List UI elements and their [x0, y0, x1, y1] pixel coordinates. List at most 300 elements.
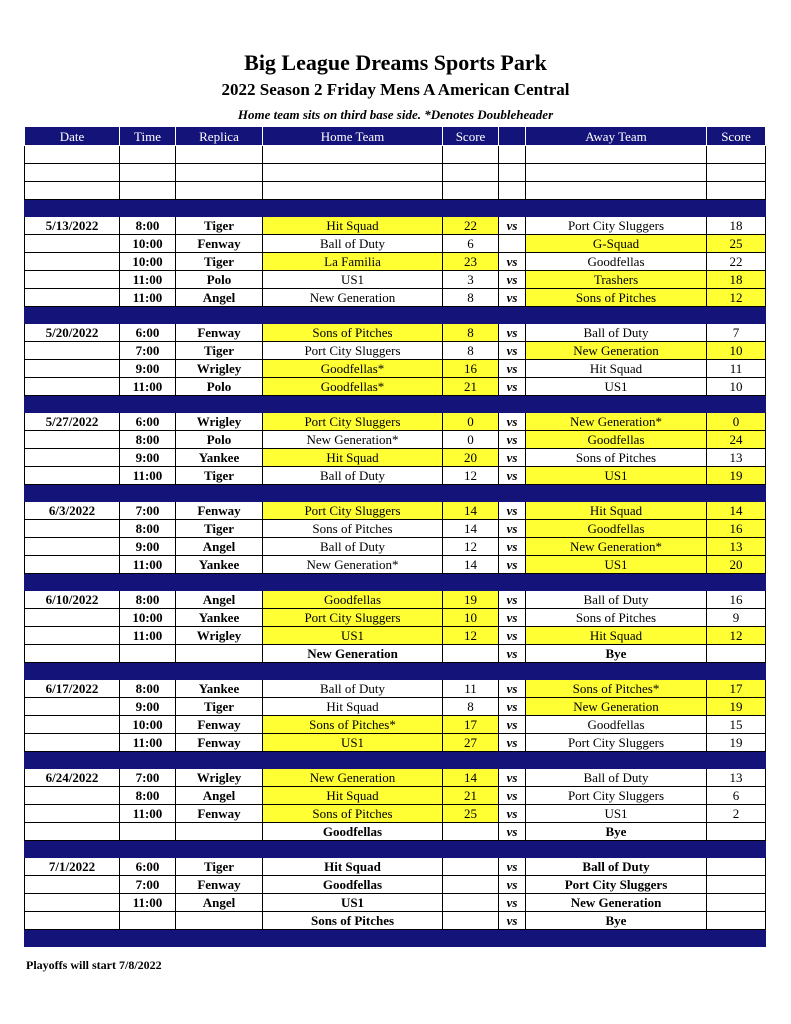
away-score-cell: 13 — [707, 769, 766, 787]
away-team-cell: New Generation — [526, 698, 707, 716]
away-score-cell: 16 — [707, 591, 766, 609]
home-team-cell — [263, 146, 443, 164]
vs-cell: vs — [499, 876, 526, 894]
home-team-cell: New Generation — [263, 289, 443, 307]
home-team-cell: Goodfellas — [263, 823, 443, 841]
home-team-cell: US1 — [263, 627, 443, 645]
table-row — [25, 609, 766, 627]
home-score-cell: 14 — [443, 769, 499, 787]
home-score-cell: 14 — [443, 502, 499, 520]
date-cell: 5/13/2022 — [25, 217, 120, 235]
home-score-cell: 21 — [443, 378, 499, 396]
home-score-cell: 11 — [443, 680, 499, 698]
replica-cell: Wrigley — [176, 769, 263, 787]
table-row — [25, 217, 766, 235]
vs-cell: vs — [499, 698, 526, 716]
home-team-cell: Port City Sluggers — [263, 342, 443, 360]
home-team-cell: Goodfellas — [263, 876, 443, 894]
date-cell — [25, 627, 120, 645]
away-team-cell: US1 — [526, 805, 707, 823]
home-team-cell: New Generation* — [263, 556, 443, 574]
away-team-cell: Goodfellas — [526, 716, 707, 734]
time-cell: 6:00 — [120, 413, 176, 431]
page-subtitle: 2022 Season 2 Friday Mens A American Central — [221, 80, 570, 99]
away-score-cell — [707, 146, 766, 164]
time-cell: 10:00 — [120, 253, 176, 271]
time-cell: 8:00 — [120, 217, 176, 235]
home-team-cell: Hit Squad — [263, 449, 443, 467]
away-team-cell: New Generation* — [526, 413, 707, 431]
away-team-cell: Port City Sluggers — [526, 734, 707, 752]
separator-bar — [25, 574, 766, 591]
replica-cell: Angel — [176, 538, 263, 556]
away-score-cell: 10 — [707, 378, 766, 396]
away-score-cell: 7 — [707, 324, 766, 342]
home-score-cell: 12 — [443, 538, 499, 556]
home-score-cell: 25 — [443, 805, 499, 823]
date-cell — [25, 289, 120, 307]
date-cell — [25, 645, 120, 663]
time-cell: 11:00 — [120, 627, 176, 645]
vs-cell: vs — [499, 680, 526, 698]
home-team-cell: Sons of Pitches — [263, 324, 443, 342]
replica-cell: Angel — [176, 894, 263, 912]
away-team-cell: Port City Sluggers — [526, 787, 707, 805]
home-team-cell: Hit Squad — [263, 217, 443, 235]
away-score-cell: 0 — [707, 413, 766, 431]
date-cell — [25, 734, 120, 752]
date-cell — [25, 912, 120, 930]
away-score-cell: 20 — [707, 556, 766, 574]
date-cell — [25, 698, 120, 716]
date-cell — [25, 378, 120, 396]
home-team-cell: Hit Squad — [263, 858, 443, 876]
home-score-cell: 6 — [443, 235, 499, 253]
date-cell — [25, 146, 120, 164]
time-cell: 10:00 — [120, 609, 176, 627]
date-cell — [25, 894, 120, 912]
away-team-cell: Ball of Duty — [526, 769, 707, 787]
vs-cell: vs — [499, 823, 526, 841]
date-cell: 5/20/2022 — [25, 324, 120, 342]
time-cell: 11:00 — [120, 378, 176, 396]
home-score-cell — [443, 894, 499, 912]
separator-bar — [25, 841, 766, 858]
home-team-cell: US1 — [263, 734, 443, 752]
away-score-cell — [707, 912, 766, 930]
replica-cell: Fenway — [176, 716, 263, 734]
vs-cell: vs — [499, 467, 526, 485]
time-cell: 6:00 — [120, 858, 176, 876]
replica-cell: Angel — [176, 591, 263, 609]
home-team-cell: US1 — [263, 271, 443, 289]
time-cell: 10:00 — [120, 716, 176, 734]
replica-cell: Fenway — [176, 876, 263, 894]
home-score-cell: 8 — [443, 289, 499, 307]
week-separator — [25, 574, 766, 591]
away-score-cell — [707, 876, 766, 894]
date-cell — [25, 253, 120, 271]
replica-cell: Angel — [176, 787, 263, 805]
home-score-cell — [443, 912, 499, 930]
home-score-cell — [443, 823, 499, 841]
time-cell: 8:00 — [120, 591, 176, 609]
away-team-cell: Port City Sluggers — [526, 217, 707, 235]
separator-bar — [25, 663, 766, 680]
week-separator — [25, 663, 766, 680]
replica-cell: Polo — [176, 378, 263, 396]
date-cell — [25, 449, 120, 467]
column-header-vs — [499, 127, 526, 146]
column-header-home-score: Score — [443, 127, 499, 146]
away-score-cell: 15 — [707, 716, 766, 734]
home-team-cell: Sons of Pitches — [263, 520, 443, 538]
replica-cell: Fenway — [176, 324, 263, 342]
time-cell: 11:00 — [120, 805, 176, 823]
replica-cell: Polo — [176, 431, 263, 449]
away-score-cell: 16 — [707, 520, 766, 538]
date-cell: 6/10/2022 — [25, 591, 120, 609]
away-team-cell: Trashers — [526, 271, 707, 289]
replica-cell: Polo — [176, 271, 263, 289]
home-team-cell: Hit Squad — [263, 787, 443, 805]
separator-bar — [25, 200, 766, 217]
time-cell: 11:00 — [120, 556, 176, 574]
home-team-cell: New Generation — [263, 645, 443, 663]
home-score-cell — [443, 858, 499, 876]
table-row — [25, 378, 766, 396]
home-score-cell: 27 — [443, 734, 499, 752]
replica-cell: Tiger — [176, 253, 263, 271]
separator-bar — [25, 485, 766, 502]
away-score-cell: 18 — [707, 217, 766, 235]
vs-cell: vs — [499, 271, 526, 289]
replica-cell: Yankee — [176, 680, 263, 698]
vs-cell: vs — [499, 217, 526, 235]
date-cell: 6/24/2022 — [25, 769, 120, 787]
separator-bar — [25, 752, 766, 769]
away-score-cell: 12 — [707, 289, 766, 307]
replica-cell: Wrigley — [176, 413, 263, 431]
away-score-cell: 17 — [707, 680, 766, 698]
week-separator — [25, 752, 766, 769]
table-header-row — [25, 127, 766, 146]
separator-bar — [25, 930, 766, 947]
vs-cell: vs — [499, 413, 526, 431]
away-score-cell: 6 — [707, 787, 766, 805]
date-cell: 6/17/2022 — [25, 680, 120, 698]
table-row — [25, 271, 766, 289]
home-team-cell: Ball of Duty — [263, 538, 443, 556]
home-score-cell — [443, 182, 499, 200]
time-cell — [120, 645, 176, 663]
time-cell: 6:00 — [120, 324, 176, 342]
home-score-cell: 17 — [443, 716, 499, 734]
replica-cell: Yankee — [176, 609, 263, 627]
away-score-cell — [707, 894, 766, 912]
away-team-cell — [526, 146, 707, 164]
time-cell: 8:00 — [120, 680, 176, 698]
home-team-cell: Ball of Duty — [263, 467, 443, 485]
vs-cell — [499, 235, 526, 253]
away-score-cell: 12 — [707, 627, 766, 645]
home-score-cell: 21 — [443, 787, 499, 805]
replica-cell: Yankee — [176, 449, 263, 467]
away-team-cell: Ball of Duty — [526, 591, 707, 609]
away-team-cell: Goodfellas — [526, 431, 707, 449]
away-team-cell: Bye — [526, 645, 707, 663]
home-score-cell: 14 — [443, 556, 499, 574]
date-cell — [25, 556, 120, 574]
away-score-cell: 14 — [707, 502, 766, 520]
away-score-cell: 25 — [707, 235, 766, 253]
table-row — [25, 289, 766, 307]
away-team-cell: G-Squad — [526, 235, 707, 253]
home-team-cell: Goodfellas — [263, 591, 443, 609]
away-team-cell: Hit Squad — [526, 360, 707, 378]
table-row — [25, 680, 766, 698]
date-cell: 7/1/2022 — [25, 858, 120, 876]
date-cell — [25, 805, 120, 823]
away-score-cell — [707, 645, 766, 663]
vs-cell: vs — [499, 324, 526, 342]
away-team-cell: Sons of Pitches — [526, 449, 707, 467]
table-row — [25, 164, 766, 182]
table-row — [25, 627, 766, 645]
home-team-cell: US1 — [263, 894, 443, 912]
time-cell: 11:00 — [120, 734, 176, 752]
date-cell — [25, 823, 120, 841]
week-separator — [25, 930, 766, 947]
away-team-cell: US1 — [526, 556, 707, 574]
vs-cell: vs — [499, 716, 526, 734]
away-team-cell: Port City Sluggers — [526, 876, 707, 894]
column-header-away-score: Score — [707, 127, 766, 146]
away-team-cell: Sons of Pitches — [526, 609, 707, 627]
away-team-cell: Bye — [526, 823, 707, 841]
home-score-cell: 19 — [443, 591, 499, 609]
away-score-cell: 19 — [707, 734, 766, 752]
date-cell — [25, 431, 120, 449]
away-team-cell: Sons of Pitches* — [526, 680, 707, 698]
time-cell: 8:00 — [120, 787, 176, 805]
home-team-cell — [263, 182, 443, 200]
date-cell — [25, 876, 120, 894]
table-row — [25, 431, 766, 449]
vs-cell: vs — [499, 342, 526, 360]
replica-cell: Wrigley — [176, 360, 263, 378]
date-cell — [25, 520, 120, 538]
table-row — [25, 912, 766, 930]
vs-cell: vs — [499, 502, 526, 520]
table-row — [25, 698, 766, 716]
vs-cell: vs — [499, 431, 526, 449]
away-score-cell: 11 — [707, 360, 766, 378]
home-score-cell: 0 — [443, 431, 499, 449]
time-cell: 11:00 — [120, 289, 176, 307]
date-cell — [25, 342, 120, 360]
vs-cell — [499, 146, 526, 164]
away-team-cell: Sons of Pitches — [526, 289, 707, 307]
away-team-cell — [526, 164, 707, 182]
table-row — [25, 235, 766, 253]
vs-cell: vs — [499, 609, 526, 627]
table-row — [25, 556, 766, 574]
replica-cell: Yankee — [176, 556, 263, 574]
time-cell: 7:00 — [120, 502, 176, 520]
table-row — [25, 449, 766, 467]
table-row — [25, 342, 766, 360]
vs-cell: vs — [499, 912, 526, 930]
home-score-cell — [443, 645, 499, 663]
home-score-cell — [443, 876, 499, 894]
away-score-cell: 22 — [707, 253, 766, 271]
replica-cell: Fenway — [176, 502, 263, 520]
table-row — [25, 645, 766, 663]
home-score-cell: 14 — [443, 520, 499, 538]
away-score-cell: 24 — [707, 431, 766, 449]
table-row — [25, 876, 766, 894]
week-separator — [25, 841, 766, 858]
replica-cell: Tiger — [176, 217, 263, 235]
vs-cell: vs — [499, 858, 526, 876]
table-row — [25, 182, 766, 200]
home-team-cell: Port City Sluggers — [263, 413, 443, 431]
schedule-table — [24, 126, 766, 947]
table-row — [25, 467, 766, 485]
column-header-home-team: Home Team — [263, 127, 443, 146]
home-team-cell: Ball of Duty — [263, 680, 443, 698]
vs-cell — [499, 164, 526, 182]
away-team-cell: US1 — [526, 467, 707, 485]
table-row — [25, 360, 766, 378]
home-score-cell: 16 — [443, 360, 499, 378]
week-separator — [25, 485, 766, 502]
away-team-cell: New Generation* — [526, 538, 707, 556]
home-team-cell: Sons of Pitches* — [263, 716, 443, 734]
away-team-cell: Ball of Duty — [526, 858, 707, 876]
replica-cell: Fenway — [176, 235, 263, 253]
time-cell: 8:00 — [120, 431, 176, 449]
time-cell: 7:00 — [120, 876, 176, 894]
time-cell — [120, 146, 176, 164]
time-cell — [120, 912, 176, 930]
replica-cell — [176, 182, 263, 200]
replica-cell: Fenway — [176, 734, 263, 752]
home-team-cell: Hit Squad — [263, 698, 443, 716]
replica-cell — [176, 146, 263, 164]
away-score-cell — [707, 858, 766, 876]
table-row — [25, 502, 766, 520]
table-row — [25, 324, 766, 342]
table-row — [25, 769, 766, 787]
vs-cell: vs — [499, 520, 526, 538]
replica-cell — [176, 823, 263, 841]
home-score-cell: 22 — [443, 217, 499, 235]
date-cell — [25, 716, 120, 734]
home-team-cell: Goodfellas* — [263, 360, 443, 378]
week-separator — [25, 200, 766, 217]
week-separator — [25, 396, 766, 413]
home-team-cell — [263, 164, 443, 182]
date-cell — [25, 235, 120, 253]
date-cell: 6/3/2022 — [25, 502, 120, 520]
away-score-cell — [707, 823, 766, 841]
table-row — [25, 805, 766, 823]
home-score-cell: 10 — [443, 609, 499, 627]
vs-cell: vs — [499, 449, 526, 467]
vs-cell: vs — [499, 253, 526, 271]
vs-cell: vs — [499, 787, 526, 805]
vs-cell: vs — [499, 378, 526, 396]
time-cell: 9:00 — [120, 360, 176, 378]
home-score-cell: 8 — [443, 342, 499, 360]
away-team-cell: Bye — [526, 912, 707, 930]
home-team-cell: New Generation — [263, 769, 443, 787]
time-cell: 9:00 — [120, 449, 176, 467]
home-team-cell: Port City Sluggers — [263, 502, 443, 520]
time-cell: 7:00 — [120, 342, 176, 360]
table-row — [25, 520, 766, 538]
column-header-away-team: Away Team — [526, 127, 707, 146]
replica-cell: Tiger — [176, 698, 263, 716]
home-score-cell: 12 — [443, 627, 499, 645]
table-row — [25, 253, 766, 271]
away-team-cell: Goodfellas — [526, 253, 707, 271]
home-team-cell: Sons of Pitches — [263, 805, 443, 823]
home-score-cell: 0 — [443, 413, 499, 431]
time-cell — [120, 823, 176, 841]
schedule-note: Home team sits on third base side. *Denotes Doubleheader — [237, 107, 554, 122]
home-team-cell: New Generation* — [263, 431, 443, 449]
home-team-cell: Sons of Pitches — [263, 912, 443, 930]
date-cell — [25, 271, 120, 289]
table-row — [25, 823, 766, 841]
home-score-cell: 3 — [443, 271, 499, 289]
away-team-cell: US1 — [526, 378, 707, 396]
table-row — [25, 591, 766, 609]
table-row — [25, 858, 766, 876]
away-team-cell — [526, 182, 707, 200]
away-score-cell: 19 — [707, 467, 766, 485]
week-separator — [25, 307, 766, 324]
table-row — [25, 413, 766, 431]
date-cell — [25, 467, 120, 485]
vs-cell: vs — [499, 360, 526, 378]
replica-cell — [176, 645, 263, 663]
time-cell: 8:00 — [120, 520, 176, 538]
replica-cell: Angel — [176, 289, 263, 307]
away-team-cell: Hit Squad — [526, 627, 707, 645]
away-score-cell: 19 — [707, 698, 766, 716]
footer-note: Playoffs will start 7/8/2022 — [26, 958, 162, 972]
replica-cell — [176, 912, 263, 930]
vs-cell: vs — [499, 805, 526, 823]
vs-cell: vs — [499, 289, 526, 307]
time-cell: 9:00 — [120, 698, 176, 716]
away-team-cell: Goodfellas — [526, 520, 707, 538]
away-score-cell: 10 — [707, 342, 766, 360]
time-cell: 11:00 — [120, 894, 176, 912]
time-cell — [120, 164, 176, 182]
home-team-cell: Goodfellas* — [263, 378, 443, 396]
table-row — [25, 538, 766, 556]
replica-cell: Tiger — [176, 467, 263, 485]
column-header-date: Date — [25, 127, 120, 146]
home-score-cell: 20 — [443, 449, 499, 467]
page-title: Big League Dreams Sports Park — [244, 50, 547, 75]
home-score-cell — [443, 164, 499, 182]
